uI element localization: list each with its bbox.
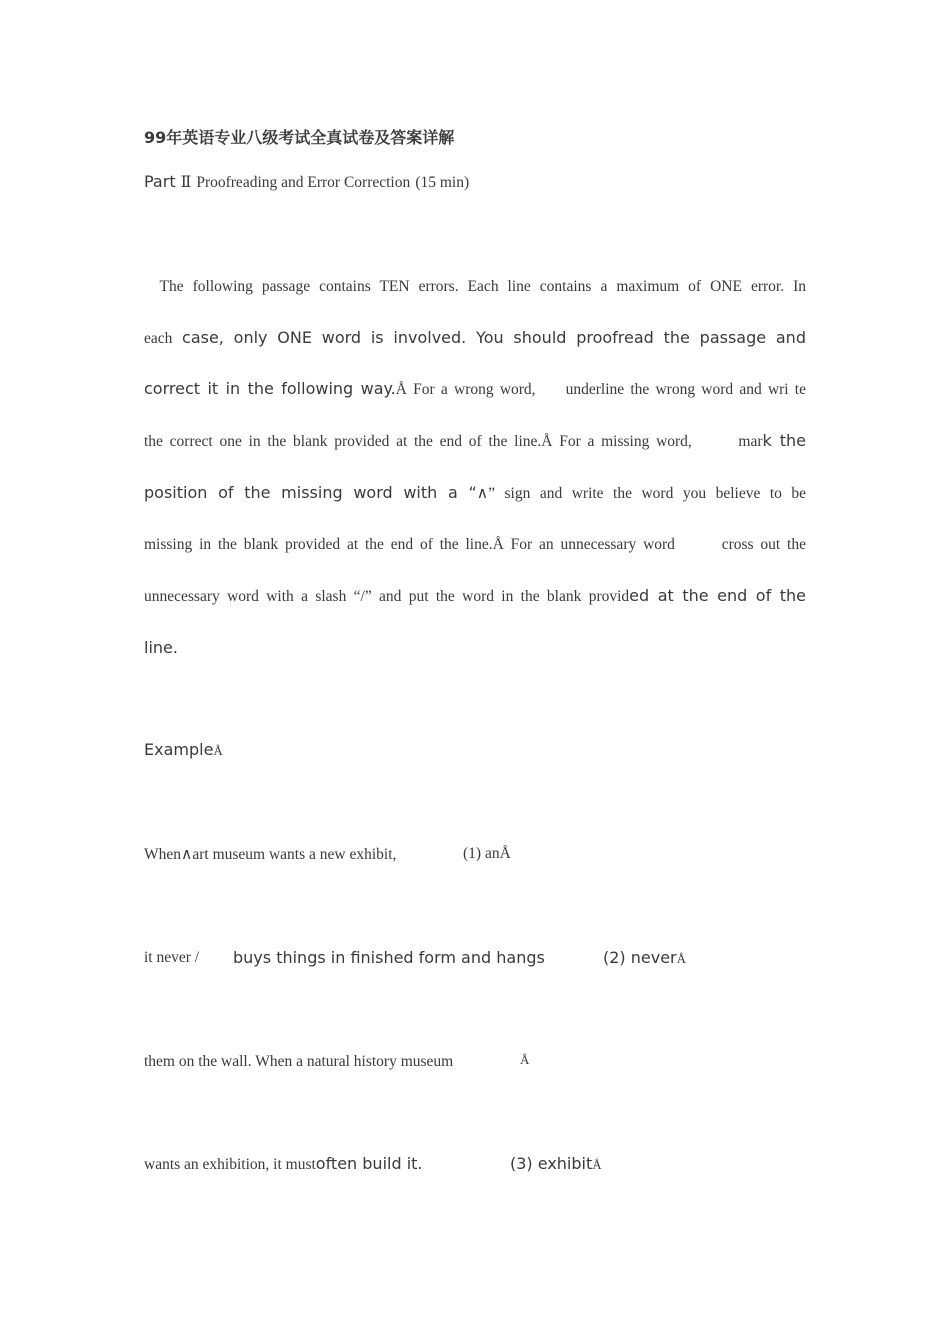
part-name: Proofreading and Error Correction (196, 174, 411, 191)
part-heading (144, 172, 469, 192)
example-row-answer: (2) neverÅ (603, 948, 687, 967)
page-title (144, 125, 454, 148)
example-label: ExampleÅ (144, 740, 223, 759)
example-row-answer: (3) exhibitÅ (510, 1154, 602, 1173)
instructions-line-3: correct it in the following way.Å For a wrong word, underline the wrong word and wri te (144, 379, 806, 399)
instructions-line-4: the correct one in the blank provided at the end of the line.Å For a missing word, mark the (144, 431, 806, 451)
example-row-text: it never / (144, 949, 200, 966)
instructions-line-1: The following passage contains TEN errors. Each line contains a maximum of ONE error. In (159, 278, 806, 295)
instructions-line-5: position of the missing word with a “∧” sign and write the word you believe to be (144, 482, 806, 502)
title-text: 年英语专业八级考试全真试卷及答案详解 (166, 128, 455, 147)
example-row-text: them on the wall. When a natural history museum (144, 1053, 454, 1070)
example-row-3 (144, 1052, 530, 1071)
instructions-line-7: unnecessary word with a slash “/” and put the word in the blank provided at the end of the (144, 586, 806, 606)
example-row-1 (144, 845, 511, 864)
part-label: Part (144, 172, 176, 191)
example-row-2 (144, 948, 687, 967)
instructions-line-2: each case, only ONE word is involved. You should proofread the passage and (144, 327, 806, 347)
instructions-line-8: line. (144, 637, 178, 657)
example-row-text-continued: often build it. (315, 1154, 423, 1173)
part-time: (15 min) (415, 174, 470, 191)
instructions-line-6: missing in the blank provided at the end of the line.Å For an unnecessary word cross out the (144, 536, 806, 554)
title-number: 99 (144, 128, 167, 147)
example-row-4 (144, 1154, 602, 1174)
example-row-answer: Å (520, 1052, 530, 1067)
part-numeral: Ⅱ (180, 174, 192, 191)
example-row-text-continued: buys things in finished form and hangs (233, 948, 545, 967)
instructions-paragraph (144, 268, 806, 682)
example-row-answer: (1) anÅ (463, 845, 511, 862)
example-row-text: wants an exhibition, it must (144, 1156, 316, 1173)
example-row-text: When∧art museum wants a new exhibit, (144, 846, 397, 863)
